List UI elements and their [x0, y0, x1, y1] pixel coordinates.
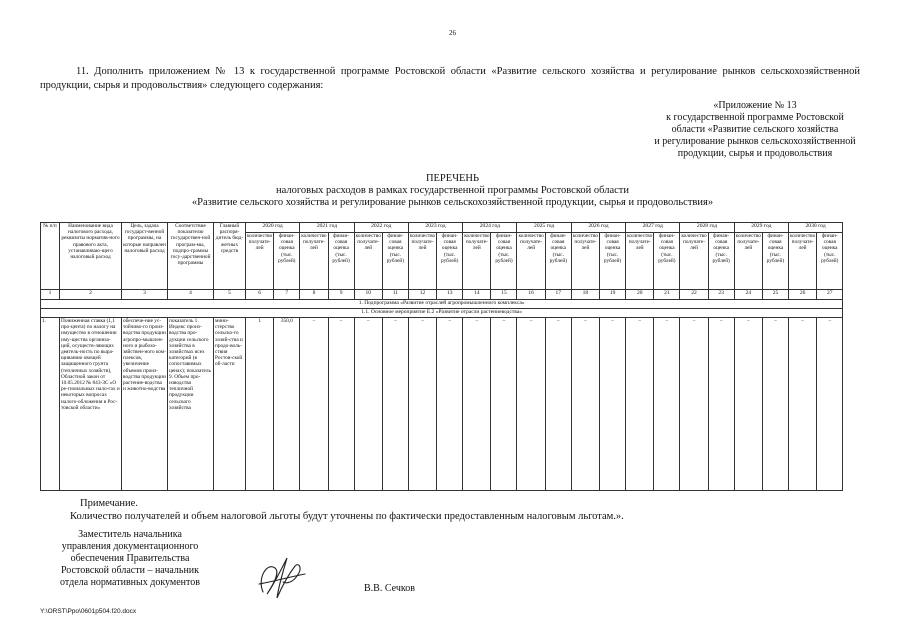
- column-number: 3: [122, 290, 168, 300]
- column-number: 25: [762, 290, 788, 300]
- subheader-count: количество получате-лей: [354, 233, 382, 290]
- row-goal: обеспече-ние ус-тойчиво-го произ-водства продукции агропро-мышлен-ного и рыбохо-зяйствен-ного ком-плексов, увеличение объемов произ-водства продукции растение-водства и животно-водства: [122, 318, 168, 491]
- column-number: 27: [817, 290, 843, 300]
- year-header: 2020 год: [246, 223, 300, 233]
- column-number: 20: [626, 290, 654, 300]
- year-header: 2027 год: [626, 223, 680, 233]
- tax-expenditure-table: [40, 222, 843, 491]
- dash-cell: –: [571, 318, 599, 491]
- column-number: 6: [246, 290, 274, 300]
- subheader-amount: финан-совая оценка (тыс. рублей): [600, 233, 626, 290]
- year-header: 2029 год: [734, 223, 788, 233]
- subheader-amount: финан-совая оценка (тыс. рублей): [708, 233, 734, 290]
- year-header: 2028 год: [680, 223, 734, 233]
- column-number: 23: [708, 290, 734, 300]
- year-header: 2030 год: [788, 223, 842, 233]
- column-number: 21: [654, 290, 680, 300]
- column-number: 17: [545, 290, 571, 300]
- dash-cell: –: [408, 318, 436, 491]
- column-number: 16: [517, 290, 545, 300]
- dash-cell: –: [708, 318, 734, 491]
- subheader-count: количество получате-лей: [463, 233, 491, 290]
- column-number: 15: [491, 290, 517, 300]
- dash-cell: –: [437, 318, 463, 491]
- column-number: 1: [41, 290, 60, 300]
- appendix-line: к государственной программе Ростовской: [666, 112, 844, 123]
- year-header: 2022 год: [354, 223, 408, 233]
- subheader-amount: финан-совая оценка (тыс. рублей): [274, 233, 300, 290]
- dash-cell: –: [545, 318, 571, 491]
- tax-expenditure-table-wrap: [40, 222, 843, 491]
- row-num: 1.: [41, 318, 60, 491]
- dash-cell: –: [491, 318, 517, 491]
- subheader-count: количество получате-лей: [788, 233, 816, 290]
- dash-cell: –: [328, 318, 354, 491]
- year-header: 2021 год: [300, 223, 354, 233]
- note-text: Количество получателей и объем налоговой льготы будут уточнены по фактически предоставленным налоговым льготам.».: [70, 511, 624, 522]
- subheader-count: количество получате-лей: [571, 233, 599, 290]
- dash-cell: –: [626, 318, 654, 491]
- dash-cell: –: [654, 318, 680, 491]
- subheader-count: количество получате-лей: [246, 233, 274, 290]
- intro-paragraph: 11. Дополнить приложением № 13 к государственной программе Ростовской области «Развитие сельского хозяйства и регулирование рынков сельскохозяйственной продукции, сырья и продовольствия» следующего содержания:: [40, 66, 860, 91]
- column-number: 4: [168, 290, 214, 300]
- dash-cell: –: [817, 318, 843, 491]
- column-number: 5: [214, 290, 246, 300]
- dash-cell: –: [600, 318, 626, 491]
- column-number: 13: [437, 290, 463, 300]
- column-number: 10: [354, 290, 382, 300]
- header-goal: Цель, задача государст-венной программы, на которые направлен налоговый расход: [122, 223, 168, 290]
- signer-name: В.В. Сечков: [364, 583, 415, 594]
- row-amount-2020: 350,0: [274, 318, 300, 491]
- header-indicator: Соответствие показателю государствен-ной програм-мы, подпро-граммы госу-дарственной программы: [168, 223, 214, 290]
- title-line: «Развитие сельского хозяйства и регулирование рынков сельскохозяйственной продукции, сырья и продовольствия»: [191, 197, 714, 208]
- table-row: [41, 318, 843, 491]
- column-number: 11: [382, 290, 408, 300]
- note-title: Примечание.: [80, 498, 138, 509]
- column-number: 14: [463, 290, 491, 300]
- subprogram-row: 1. Подпрограмма «Развитие отраслей агропромышленного комплекса»: [41, 300, 843, 309]
- year-header: 2026 год: [571, 223, 625, 233]
- measure-row: 1.1. Основное мероприятие Е.2 «Развитие отрасли растениеводства»: [41, 309, 843, 318]
- column-number: 7: [274, 290, 300, 300]
- header-num: № п/п: [41, 223, 60, 290]
- dash-cell: –: [517, 318, 545, 491]
- document-title: [0, 173, 905, 209]
- column-number: 2: [60, 290, 122, 300]
- file-path: Y:\ORST\Ppo\0601p504.f20.docx: [40, 608, 137, 615]
- signer-line: отдела нормативных документов: [60, 577, 200, 588]
- row-indicator: показатель 1. Индекс произ-водства про-дукции сельского хозяйства в хозяйствах всех категорий (в сопоставимых ценах); показатель 9. Объем про-изводства тепличной продукции сельского хозяйства: [168, 318, 214, 491]
- row-name: Пониженная ставка (1,1 про-цента) по налогу на имущество в отношении иму-щества организа-ций, осуществ-ляющих деятель-ность по выра-щиванию овощей защищенного грунта (тепличных хозяйств), Областной закон от 10.05.2012 № 843-ЗС «О ре-гиональных нало-гах и некоторых вопросах налого-обложения в Рос-товской области»: [60, 318, 122, 491]
- title-line: ПЕРЕЧЕНЬ: [425, 173, 480, 184]
- subheader-amount: финан-совая оценка (тыс. рублей): [762, 233, 788, 290]
- column-number: 8: [300, 290, 328, 300]
- header-name: Наименование вида налогового расхода, реквизиты норматив-ного правового акта, устанавливаю-щего налоговый расход: [60, 223, 122, 290]
- subheader-count: количество получате-лей: [626, 233, 654, 290]
- year-header: 2025 год: [517, 223, 571, 233]
- subheader-amount: финан-совая оценка (тыс. рублей): [437, 233, 463, 290]
- page-number: 26: [449, 29, 456, 37]
- year-header: 2024 год: [463, 223, 517, 233]
- handwritten-signature: [253, 548, 309, 604]
- column-number: 24: [734, 290, 762, 300]
- subheader-count: количество получате-лей: [680, 233, 708, 290]
- column-number: 26: [788, 290, 816, 300]
- year-header: 2023 год: [408, 223, 462, 233]
- signer-line: управления документационного: [61, 541, 199, 552]
- column-number: 9: [328, 290, 354, 300]
- dash-cell: –: [788, 318, 816, 491]
- dash-cell: –: [354, 318, 382, 491]
- subheader-amount: финан-совая оценка (тыс. рублей): [654, 233, 680, 290]
- dash-cell: –: [300, 318, 328, 491]
- subheader-count: количество получате-лей: [734, 233, 762, 290]
- subheader-amount: финан-совая оценка (тыс. рублей): [545, 233, 571, 290]
- subheader-amount: финан-совая оценка (тыс. рублей): [328, 233, 354, 290]
- subheader-count: количество получате-лей: [300, 233, 328, 290]
- row-admin: мини-стерство сельско-го хозяй-ства и продо-воль-ствия Ростов-ской об-ласти: [214, 318, 246, 491]
- dash-cell: –: [762, 318, 788, 491]
- header-admin: Главный распоря-дитель бюд-жетных средств: [214, 223, 246, 290]
- signer-line: Ростовской области – начальник: [60, 565, 200, 576]
- signer-position: [40, 529, 220, 589]
- row-count-2020: 1: [246, 318, 274, 491]
- appendix-line: области «Развитие сельского хозяйства: [671, 124, 839, 135]
- subheader-count: количество получате-лей: [517, 233, 545, 290]
- column-number: 22: [680, 290, 708, 300]
- dash-cell: –: [734, 318, 762, 491]
- dash-cell: –: [382, 318, 408, 491]
- subheader-amount: финан-совая оценка (тыс. рублей): [491, 233, 517, 290]
- appendix-line: продукции, сырья и продовольствия: [677, 148, 833, 159]
- column-number: 19: [600, 290, 626, 300]
- signer-line: обеспечения Правительства: [70, 553, 190, 564]
- appendix-line: и регулирование рынков сельскохозяйственной: [654, 136, 856, 147]
- dash-cell: –: [680, 318, 708, 491]
- dash-cell: –: [463, 318, 491, 491]
- column-number: 12: [408, 290, 436, 300]
- appendix-heading: [610, 100, 900, 160]
- title-line: налоговых расходов в рамках государственной программы Ростовской области: [276, 185, 629, 196]
- column-number: 18: [571, 290, 599, 300]
- subheader-amount: финан-совая оценка (тыс. рублей): [817, 233, 843, 290]
- subheader-amount: финан-совая оценка (тыс. рублей): [382, 233, 408, 290]
- signer-line: Заместитель начальника: [78, 529, 182, 540]
- subheader-count: количество получате-лей: [408, 233, 436, 290]
- appendix-line: «Приложение № 13: [713, 100, 797, 111]
